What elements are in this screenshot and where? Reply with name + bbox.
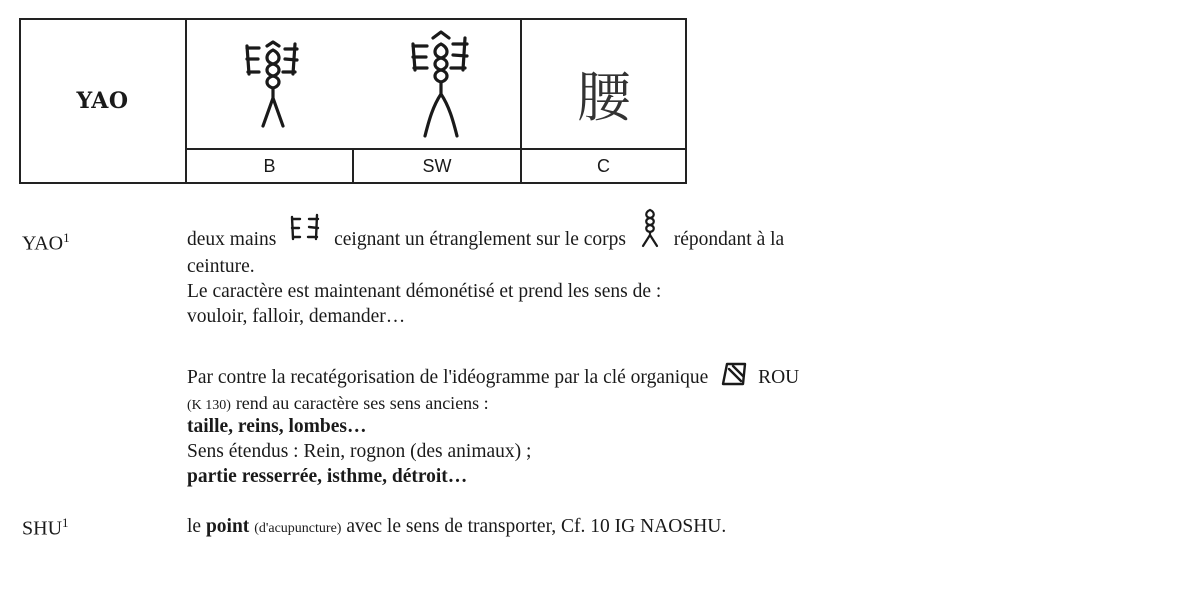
yao-extended: Sens étendus : Rein, rognon (des animaux) ; [187, 441, 532, 462]
yao-line-1-a: deux mains [187, 229, 277, 250]
modern-character: 腰 [577, 65, 631, 129]
term-shu-text: SHU [22, 517, 63, 540]
seal-glyph-b [237, 40, 309, 132]
yao-line-1 [187, 229, 1167, 251]
two-hands-glyph [287, 213, 323, 247]
yao-para2-line-2 [187, 392, 489, 417]
term-shu [22, 515, 69, 541]
yao-para2-key: ROU [758, 367, 800, 388]
shu-text-bold: point [205, 516, 250, 537]
shu-text-a: le [187, 516, 202, 537]
label-b: B [263, 155, 276, 176]
yao-line-1-b: ceignant un étranglement sur le corps [334, 229, 626, 250]
character-table [19, 18, 687, 184]
shu-line [187, 516, 726, 540]
shu-text-small: (d'acupuncture) [254, 521, 342, 536]
yao-bold-2: partie resserrée, isthme, détroit… [187, 466, 468, 487]
yao-para2-b: rend au caractère ses sens anciens : [235, 393, 489, 413]
yao-line-4: vouloir, falloir, demander… [187, 306, 406, 327]
label-sw: SW [422, 155, 452, 176]
yao-para2-a: Par contre la recatégorisation de l'idéogramme par la clé organique [187, 367, 709, 388]
seal-glyph-sw [403, 30, 479, 140]
body-glyph [639, 208, 661, 248]
term-yao [22, 230, 70, 256]
table-head-yao: YAO [76, 88, 129, 114]
term-yao-text: YAO [22, 232, 64, 255]
yao-line-1-c: répondant à la [673, 229, 785, 250]
yao-bold-1: taille, reins, lombes… [187, 416, 367, 437]
rou-key-glyph [719, 360, 749, 388]
term-shu-sup: 1 [62, 515, 69, 530]
shu-text-b: avec le sens de transporter, Cf. 10 IG NAOSHU. [346, 516, 727, 537]
label-c: C [597, 155, 610, 176]
yao-line-3: Le caractère est maintenant démonétisé et prend les sens de : [187, 281, 662, 302]
yao-para2-small: (K 130) [187, 398, 231, 413]
yao-para2-line-1 [187, 367, 799, 389]
yao-line-2: ceinture. [187, 256, 255, 277]
term-yao-sup: 1 [63, 230, 70, 245]
